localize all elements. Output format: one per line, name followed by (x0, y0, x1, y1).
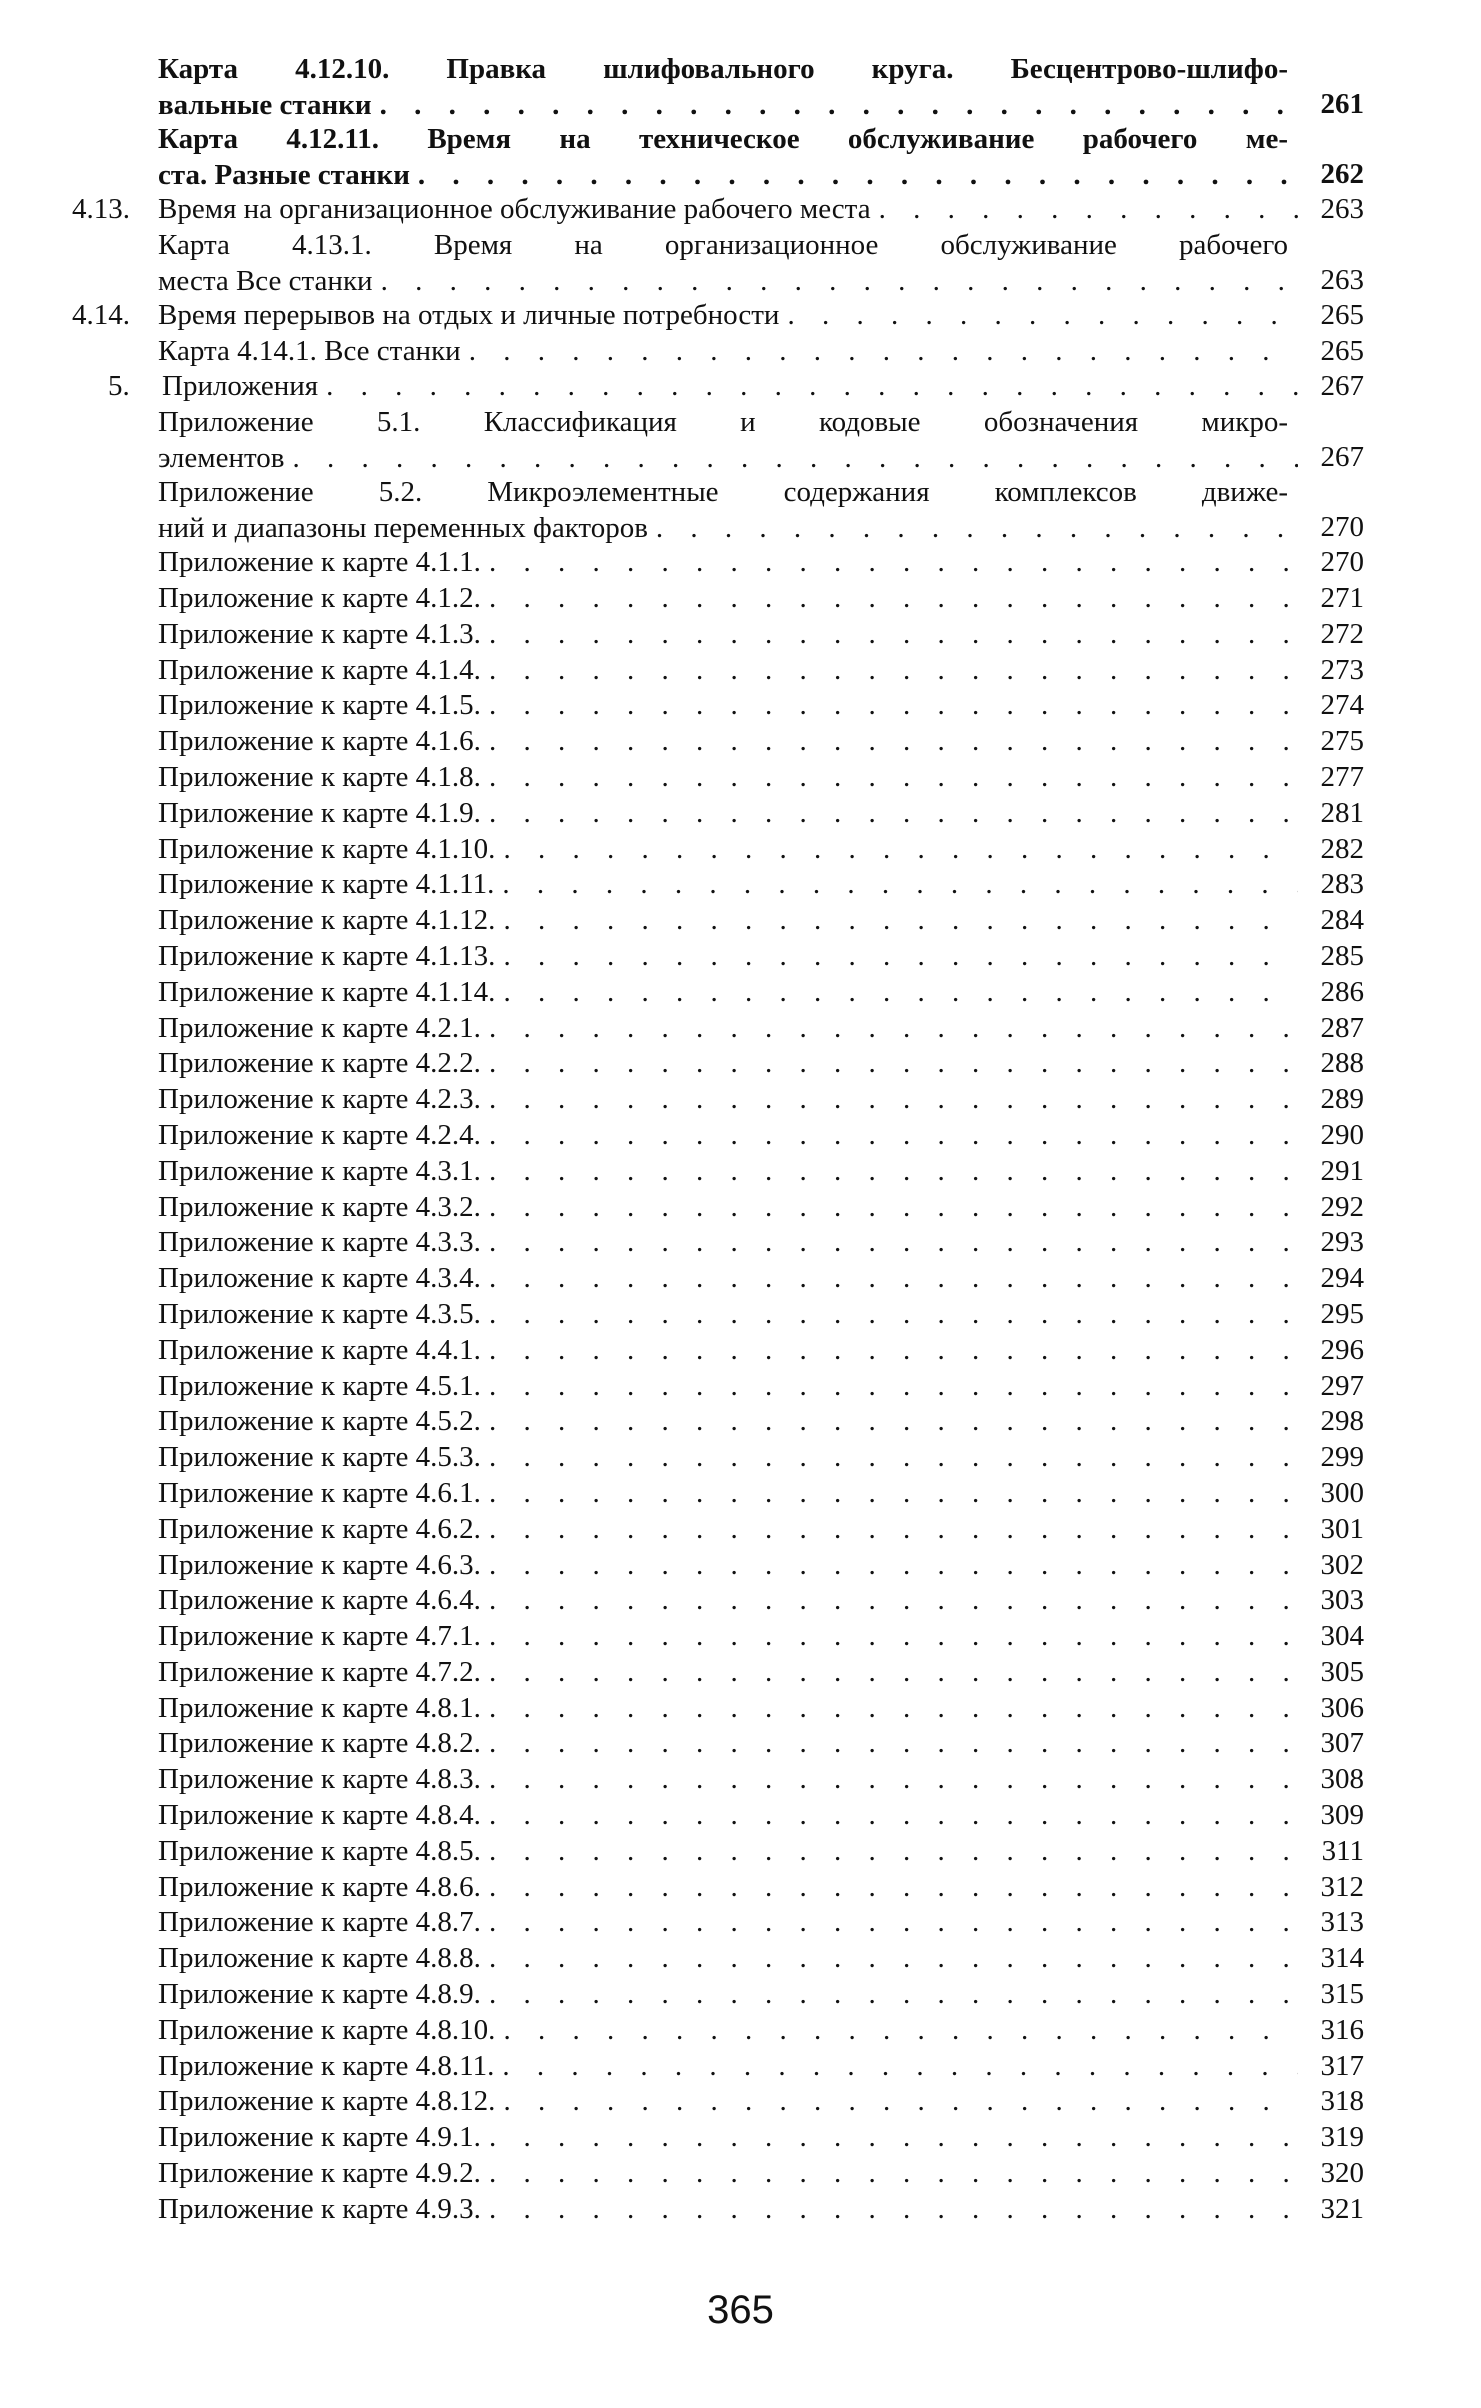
dot-leader (381, 264, 1298, 300)
dot-leader (489, 1261, 1298, 1297)
dot-leader (293, 441, 1299, 477)
dot-leader (489, 1404, 1298, 1440)
toc-page-number: 267 (1320, 370, 1364, 403)
toc-title-text: Приложения (162, 370, 319, 403)
toc-entry (0, 1798, 1481, 1834)
toc-title-text: Приложение к карте 4.1.10. (158, 832, 496, 865)
toc-entry (0, 653, 1481, 689)
toc-title-text: Время на организационное обслуживание рабочего места (158, 193, 871, 225)
dot-leader (879, 192, 1298, 228)
toc-page-number: 296 (1320, 1333, 1364, 1366)
toc-entry (0, 2084, 1481, 2120)
toc-title-text: Приложение к карте 4.6.3. (158, 1548, 481, 1581)
toc-entry-title (158, 334, 1298, 370)
dot-leader (489, 724, 1298, 760)
toc-title-line-2: ста. Разные станки (158, 158, 410, 191)
toc-entry-title (158, 1404, 1298, 1440)
toc-title-text: Приложение к карте 4.3.2. (158, 1190, 481, 1223)
toc-entry (0, 1190, 1481, 1226)
toc-title-text: Приложение к карте 4.1.11. (158, 868, 495, 901)
dot-leader (489, 1369, 1298, 1405)
toc-title-text: Приложение к карте 4.5.3. (158, 1441, 481, 1474)
toc-title-text: Приложение к карте 4.1.3. (158, 617, 481, 650)
toc-entry (0, 1082, 1481, 1118)
toc-entry-title (158, 1082, 1298, 1118)
toc-entry-title (158, 1118, 1298, 1154)
toc-entry (0, 1619, 1481, 1655)
toc-page-number: 316 (1320, 2013, 1364, 2046)
dot-leader (489, 581, 1298, 617)
toc-entry (0, 334, 1481, 370)
toc-page-number: 263 (1320, 193, 1364, 225)
toc-entry (0, 1726, 1481, 1762)
dot-leader (489, 1905, 1298, 1941)
dot-leader (489, 617, 1298, 653)
toc-page-number: 273 (1320, 653, 1364, 686)
toc-entry (0, 228, 1481, 298)
dot-leader (656, 511, 1298, 547)
toc-page-number: 289 (1320, 1083, 1364, 1116)
toc-page-number: 277 (1320, 760, 1364, 793)
toc-entry (0, 1261, 1481, 1297)
toc-page-number: 262 (1320, 158, 1364, 190)
dot-leader (489, 2156, 1298, 2192)
toc-page-number: 319 (1320, 2121, 1364, 2154)
toc-page-number: 294 (1320, 1262, 1364, 1295)
toc-page-number: 307 (1320, 1727, 1364, 1760)
toc-entry (0, 1834, 1481, 1870)
toc-title-text: Приложение к карте 4.8.4. (158, 1799, 481, 1832)
dot-leader (489, 796, 1298, 832)
dot-leader (489, 1118, 1298, 1154)
dot-leader (489, 1512, 1298, 1548)
toc-title-text: Время перерывов на отдых и личные потребности (158, 298, 780, 331)
toc-page-number: 285 (1320, 939, 1364, 972)
toc-entry (0, 1118, 1481, 1154)
dot-leader (489, 1440, 1298, 1476)
toc-entry-title (158, 1369, 1298, 1405)
toc-page-number: 303 (1320, 1584, 1364, 1617)
toc-page-number: 300 (1320, 1476, 1364, 1509)
dot-leader (489, 1082, 1298, 1118)
toc-entry-title (158, 1834, 1298, 1870)
toc-title-text: Приложение к карте 4.8.6. (158, 1870, 481, 1903)
toc-entry-title (158, 1046, 1298, 1082)
toc-page-number: 281 (1320, 796, 1364, 829)
toc-page-number: 261 (1320, 88, 1364, 120)
toc-title-line-1: Приложение 5.1. Классификация и кодовые обозначения микро- (158, 406, 1288, 439)
toc-entry-title (158, 1583, 1298, 1619)
toc-title-text: Приложение к карте 4.1.9. (158, 796, 481, 829)
toc-entry (0, 1297, 1481, 1333)
table-of-contents (0, 52, 1481, 2228)
dot-leader (489, 1941, 1298, 1977)
toc-page-number: 283 (1320, 868, 1364, 901)
toc-title-text: Приложение к карте 4.5.2. (158, 1405, 481, 1438)
toc-entry (0, 1941, 1481, 1977)
dot-leader (489, 2192, 1298, 2228)
toc-entry (0, 903, 1481, 939)
toc-page-number: 315 (1320, 1978, 1364, 2011)
toc-entry-title (158, 1154, 1298, 1190)
dot-leader (489, 760, 1298, 796)
toc-title-text: Приложение к карте 4.8.2. (158, 1727, 481, 1760)
toc-page-number: 275 (1320, 725, 1364, 758)
toc-entry-title (158, 2156, 1298, 2192)
toc-entry (0, 1762, 1481, 1798)
toc-entry (0, 1154, 1481, 1190)
toc-entry (0, 475, 1481, 545)
toc-page-number: 314 (1320, 1942, 1364, 1975)
toc-entry (0, 1583, 1481, 1619)
toc-page-number: 308 (1320, 1763, 1364, 1796)
toc-entry (0, 867, 1481, 903)
toc-entry-title (158, 2084, 1298, 2120)
toc-page-number: 270 (1320, 511, 1364, 544)
dot-leader (489, 1655, 1298, 1691)
toc-page-number: 299 (1320, 1441, 1364, 1474)
toc-section-number: 4.13. (72, 193, 130, 225)
toc-entry (0, 369, 1481, 405)
toc-entry (0, 1977, 1481, 2013)
toc-entry-title (158, 298, 1298, 334)
toc-entry (0, 192, 1481, 228)
toc-title-text: Приложение к карте 4.8.11. (158, 2049, 495, 2082)
toc-page-number: 304 (1320, 1620, 1364, 1653)
dot-leader (489, 545, 1298, 581)
toc-entry (0, 52, 1481, 122)
toc-entry (0, 1905, 1481, 1941)
toc-title-text: Приложение к карте 4.1.1. (158, 546, 481, 579)
dot-leader (503, 975, 1298, 1011)
toc-page-number: 301 (1320, 1512, 1364, 1545)
toc-entry-title (158, 1870, 1298, 1906)
toc-title-text: Приложение к карте 4.3.5. (158, 1297, 481, 1330)
dot-leader (489, 1798, 1298, 1834)
toc-page-number: 313 (1320, 1906, 1364, 1939)
toc-page-number: 291 (1320, 1154, 1364, 1187)
toc-page-number: 312 (1320, 1870, 1364, 1903)
toc-title-text: Приложение к карте 4.1.13. (158, 939, 496, 972)
toc-title-line-2: ний и диапазоны переменных факторов (158, 511, 648, 544)
toc-entry-title (158, 2120, 1298, 2156)
toc-title-text: Приложение к карте 4.8.7. (158, 1906, 481, 1939)
toc-entry-title (158, 832, 1298, 868)
toc-entry-title (158, 867, 1298, 903)
toc-entry-title (158, 228, 1298, 300)
toc-title-text: Приложение к карте 4.1.14. (158, 975, 496, 1008)
toc-entry-title (158, 975, 1298, 1011)
toc-entry (0, 581, 1481, 617)
toc-title-text: Приложение к карте 4.8.1. (158, 1691, 481, 1724)
toc-entry (0, 1476, 1481, 1512)
toc-title-text: Приложение к карте 4.2.4. (158, 1118, 481, 1151)
dot-leader (503, 903, 1298, 939)
toc-entry-title (158, 2013, 1298, 2049)
toc-entry (0, 2013, 1481, 2049)
toc-title-line-2: вальные станки (158, 88, 372, 121)
toc-title-text: Приложение к карте 4.2.2. (158, 1047, 481, 1080)
dot-leader (503, 2013, 1298, 2049)
dot-leader (489, 653, 1298, 689)
dot-leader (503, 832, 1298, 868)
toc-title-text: Приложение к карте 4.1.12. (158, 904, 496, 937)
toc-entry (0, 1225, 1481, 1261)
toc-page-number: 318 (1320, 2085, 1364, 2118)
toc-entry-title (158, 1011, 1298, 1047)
toc-title-text: Приложение к карте 4.2.1. (158, 1011, 481, 1044)
dot-leader (503, 939, 1298, 975)
toc-entry-title (158, 1333, 1298, 1369)
dot-leader (502, 2049, 1298, 2085)
toc-section-number: 4.14. (72, 298, 130, 331)
toc-page-number: 288 (1320, 1047, 1364, 1080)
toc-entry (0, 617, 1481, 653)
toc-title-line-1: Приложение 5.2. Микроэлементные содержания комплексов движе- (158, 476, 1288, 509)
dot-leader (489, 1476, 1298, 1512)
toc-title-text: Карта 4.14.1. Все станки (158, 334, 461, 367)
toc-title-line-2: элементов (158, 441, 285, 474)
toc-title-text: Приложение к карте 4.8.3. (158, 1763, 481, 1796)
toc-title-text: Приложение к карте 4.9.3. (158, 2192, 481, 2225)
toc-entry (0, 405, 1481, 475)
toc-entry-title (158, 939, 1298, 975)
toc-entry-title (158, 1548, 1298, 1584)
toc-entry (0, 939, 1481, 975)
toc-entry (0, 724, 1481, 760)
toc-title-text: Приложение к карте 4.8.9. (158, 1978, 481, 2011)
toc-title-text: Приложение к карте 4.9.1. (158, 2121, 481, 2154)
toc-entry-title (158, 760, 1298, 796)
toc-page-number: 302 (1320, 1548, 1364, 1581)
toc-entry-title (158, 1905, 1298, 1941)
toc-entry (0, 2120, 1481, 2156)
toc-entry-title (158, 617, 1298, 653)
toc-title-text: Приложение к карте 4.3.3. (158, 1226, 481, 1259)
toc-entry (0, 298, 1481, 334)
toc-title-text: Приложение к карте 4.6.1. (158, 1476, 481, 1509)
toc-entry (0, 1046, 1481, 1082)
dot-leader (489, 1870, 1298, 1906)
toc-entry (0, 2049, 1481, 2085)
dot-leader (326, 369, 1302, 405)
toc-entry (0, 832, 1481, 868)
toc-entry (0, 1512, 1481, 1548)
toc-entry-title (158, 1261, 1298, 1297)
toc-title-text: Приложение к карте 4.8.10. (158, 2013, 496, 2046)
dot-leader (489, 1297, 1298, 1333)
toc-entry-title (158, 796, 1298, 832)
toc-page-number: 265 (1320, 298, 1364, 331)
toc-entry-title (158, 1297, 1298, 1333)
toc-title-text: Приложение к карте 4.1.6. (158, 725, 481, 758)
toc-entry-title (158, 1977, 1298, 2013)
page-number: 365 (707, 2288, 774, 2332)
dot-leader (489, 1691, 1298, 1727)
toc-entry-title (158, 1655, 1298, 1691)
toc-entry-title (158, 192, 1298, 228)
toc-page-number: 290 (1320, 1118, 1364, 1151)
toc-entry (0, 1548, 1481, 1584)
toc-entry-title (158, 475, 1298, 547)
toc-page-number: 295 (1320, 1297, 1364, 1330)
toc-entry (0, 2156, 1481, 2192)
toc-entry-title (158, 405, 1298, 477)
dot-leader (489, 1548, 1298, 1584)
toc-entry-title (162, 369, 1302, 405)
toc-entry (0, 1691, 1481, 1727)
dot-leader (380, 88, 1298, 124)
dot-leader (489, 1333, 1298, 1369)
toc-page-number: 309 (1320, 1799, 1364, 1832)
toc-entry-title (158, 1190, 1298, 1226)
toc-entry-title (158, 581, 1298, 617)
dot-leader (489, 1834, 1298, 1870)
toc-page-number: 317 (1320, 2049, 1364, 2082)
dot-leader (489, 1225, 1298, 1261)
dot-leader (489, 1190, 1298, 1226)
toc-entry-title (158, 1726, 1298, 1762)
dot-leader (489, 1977, 1298, 2013)
toc-page-number: 282 (1320, 832, 1364, 865)
toc-title-text: Приложение к карте 4.2.3. (158, 1083, 481, 1116)
toc-entry-title (158, 1440, 1298, 1476)
toc-entry (0, 1369, 1481, 1405)
toc-entry-title (158, 903, 1298, 939)
toc-page-number: 267 (1320, 441, 1364, 474)
dot-leader (489, 1762, 1298, 1798)
dot-leader (787, 298, 1298, 334)
toc-page-number: 320 (1320, 2157, 1364, 2190)
toc-title-text: Приложение к карте 4.6.4. (158, 1584, 481, 1617)
toc-title-line-2: места Все станки (158, 264, 373, 297)
dot-leader (489, 1726, 1298, 1762)
toc-entry-title (158, 545, 1298, 581)
dot-leader (489, 1046, 1298, 1082)
toc-entry-title (158, 1476, 1298, 1512)
toc-title-text: Приложение к карте 4.3.1. (158, 1154, 481, 1187)
dot-leader (489, 1011, 1298, 1047)
toc-entry-title (158, 1762, 1298, 1798)
toc-page-number: 265 (1320, 334, 1364, 367)
toc-title-text: Приложение к карте 4.7.2. (158, 1655, 481, 1688)
toc-entry (0, 688, 1481, 724)
toc-title-text: Приложение к карте 4.4.1. (158, 1333, 481, 1366)
toc-entry (0, 545, 1481, 581)
dot-leader (418, 158, 1298, 194)
toc-entry-title (158, 1512, 1298, 1548)
dot-leader (489, 2120, 1298, 2156)
toc-page-number: 293 (1320, 1226, 1364, 1259)
toc-page-number: 274 (1320, 689, 1364, 722)
toc-entry-title (158, 2192, 1298, 2228)
toc-entry (0, 1440, 1481, 1476)
toc-entry (0, 2192, 1481, 2228)
toc-title-text: Приложение к карте 4.9.2. (158, 2157, 481, 2190)
toc-title-text: Приложение к карте 4.8.12. (158, 2085, 496, 2118)
toc-title-text: Приложение к карте 4.8.5. (158, 1834, 481, 1867)
toc-entry (0, 796, 1481, 832)
toc-title-text: Приложение к карте 4.7.1. (158, 1620, 481, 1653)
toc-page-number: 321 (1320, 2192, 1364, 2225)
toc-entry-title (158, 2049, 1298, 2085)
toc-entry (0, 1011, 1481, 1047)
toc-title-line-1: Карта 4.13.1. Время на организационное обслуживание рабочего (158, 228, 1288, 261)
toc-title-line-1: Карта 4.12.11. Время на техническое обслуживание рабочего ме- (158, 123, 1288, 155)
toc-page-number: 298 (1320, 1405, 1364, 1438)
toc-entry-title (158, 122, 1298, 194)
toc-entry-title (158, 1941, 1298, 1977)
toc-title-text: Приложение к карте 4.1.8. (158, 760, 481, 793)
dot-leader (489, 1154, 1298, 1190)
toc-page-number: 284 (1320, 904, 1364, 937)
toc-entry (0, 1870, 1481, 1906)
toc-entry (0, 1333, 1481, 1369)
toc-entry (0, 975, 1481, 1011)
dot-leader (489, 1619, 1298, 1655)
toc-title-text: Приложение к карте 4.1.5. (158, 689, 481, 722)
toc-title-text: Приложение к карте 4.6.2. (158, 1512, 481, 1545)
toc-entry (0, 1655, 1481, 1691)
toc-entry (0, 1404, 1481, 1440)
toc-title-line-1: Карта 4.12.10. Правка шлифовального круга. Бесцентрово-шлифо- (158, 53, 1288, 85)
dot-leader (502, 867, 1298, 903)
dot-leader (469, 334, 1298, 370)
toc-page-number: 287 (1320, 1011, 1364, 1044)
toc-title-text: Приложение к карте 4.3.4. (158, 1262, 481, 1295)
toc-title-text: Приложение к карте 4.5.1. (158, 1369, 481, 1402)
toc-page-number: 270 (1320, 546, 1364, 579)
toc-title-text: Приложение к карте 4.8.8. (158, 1942, 481, 1975)
toc-section-number: 5. (108, 370, 130, 403)
toc-entry (0, 122, 1481, 192)
toc-page-number: 305 (1320, 1655, 1364, 1688)
toc-entry-title (158, 1225, 1298, 1261)
toc-page-number: 271 (1320, 581, 1364, 614)
toc-entry-title (158, 1619, 1298, 1655)
toc-page-number: 306 (1320, 1691, 1364, 1724)
toc-page-number: 297 (1320, 1369, 1364, 1402)
toc-title-text: Приложение к карте 4.1.2. (158, 581, 481, 614)
toc-entry-title (158, 653, 1298, 689)
toc-entry-title (158, 52, 1298, 124)
toc-entry-title (158, 1798, 1298, 1834)
dot-leader (489, 1583, 1298, 1619)
toc-page-number: 263 (1320, 263, 1364, 296)
dot-leader (489, 688, 1298, 724)
toc-entry (0, 760, 1481, 796)
toc-entry-title (158, 724, 1298, 760)
toc-entry-title (158, 688, 1298, 724)
dot-leader (503, 2084, 1298, 2120)
toc-page-number: 292 (1320, 1190, 1364, 1223)
toc-page-number: 272 (1320, 617, 1364, 650)
toc-entry-title (158, 1691, 1298, 1727)
toc-page-number: 286 (1320, 975, 1364, 1008)
toc-title-text: Приложение к карте 4.1.4. (158, 653, 481, 686)
toc-page-number: 311 (1321, 1834, 1364, 1867)
